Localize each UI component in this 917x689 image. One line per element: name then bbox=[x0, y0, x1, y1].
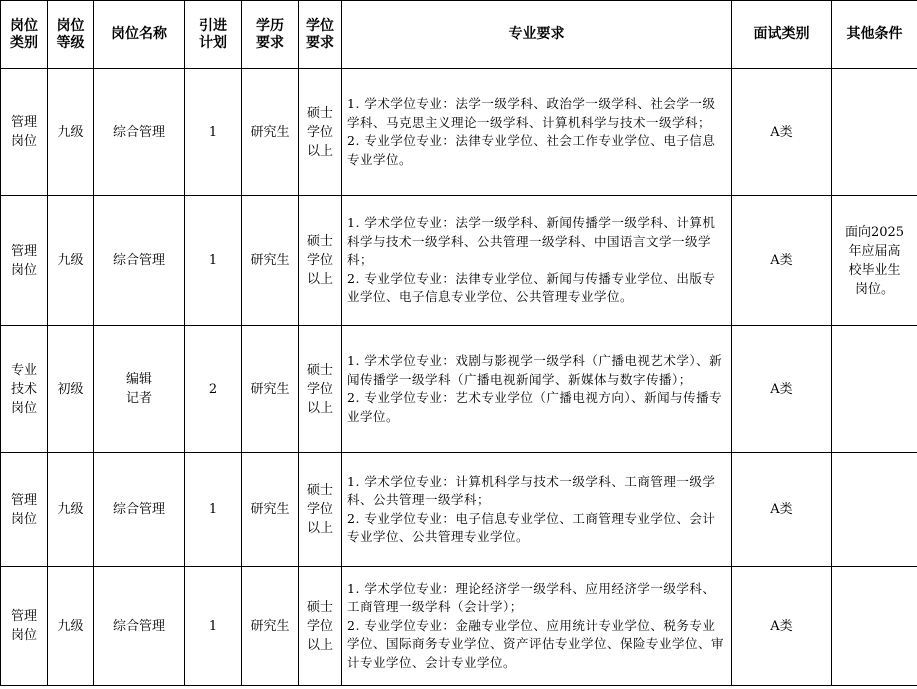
cell-category: 管理 岗位 bbox=[1, 453, 48, 567]
cell-other: 面向2025 年应届高 校毕业生 岗位。 bbox=[832, 196, 917, 326]
cell-grade: 九级 bbox=[48, 196, 94, 326]
table-row bbox=[1, 453, 917, 567]
table-row bbox=[1, 196, 917, 326]
cell-other bbox=[832, 567, 917, 686]
cell-name: 综合管理 bbox=[94, 567, 185, 686]
cell-major: 1. 学术学位专业：戏剧与影视学一级学科（广播电视艺术学）、新闻传播学一级学科（广播电视新闻学、新媒体与数字传播）； 2. 专业学位专业：艺术专业学位（广播电视方向）、新闻与传播专业学位。 bbox=[342, 326, 732, 453]
cell-grade: 初级 bbox=[48, 326, 94, 453]
cell-category: 专业 技术 岗位 bbox=[1, 326, 48, 453]
cell-count: 1 bbox=[185, 567, 242, 686]
header-count: 引进 计划 bbox=[185, 1, 242, 69]
header-name: 岗位名称 bbox=[94, 1, 185, 69]
cell-major: 1. 学术学位专业：法学一级学科、新闻传播学一级学科、计算机科学与技术一级学科、公共管理一级学科、中国语言文学一级学科； 2. 专业学位专业：法律专业学位、新闻与传播专业学位、出版专业学位、电子信息专业学位、公共管理专业学位。 bbox=[342, 196, 732, 326]
header-education: 学历 要求 bbox=[242, 1, 299, 69]
cell-interview: A类 bbox=[732, 567, 832, 686]
cell-major: 1. 学术学位专业：法学一级学科、政治学一级学科、社会学一级学科、马克思主义理论一级学科、计算机科学与技术一级学科； 2. 专业学位专业：法律专业学位、社会工作专业学位、电子信息专业学位。 bbox=[342, 69, 732, 196]
cell-category: 管理 岗位 bbox=[1, 567, 48, 686]
cell-interview: A类 bbox=[732, 69, 832, 196]
cell-grade: 九级 bbox=[48, 567, 94, 686]
cell-count: 1 bbox=[185, 69, 242, 196]
cell-other bbox=[832, 69, 917, 196]
cell-degree: 硕士 学位 以上 bbox=[299, 69, 342, 196]
cell-degree: 硕士 学位 以上 bbox=[299, 567, 342, 686]
cell-category: 管理 岗位 bbox=[1, 69, 48, 196]
cell-education: 研究生 bbox=[242, 69, 299, 196]
table-row bbox=[1, 326, 917, 453]
cell-interview: A类 bbox=[732, 453, 832, 567]
cell-name: 综合管理 bbox=[94, 196, 185, 326]
cell-major: 1. 学术学位专业：理论经济学一级学科、应用经济学一级学科、工商管理一级学科（会计学）； 2. 专业学位专业：金融专业学位、应用统计专业学位、税务专业学位、国际商务专业学位、资产评估专业学位、保险专业学位、审计专业学位、会计专业学位。 bbox=[342, 567, 732, 686]
cell-grade: 九级 bbox=[48, 69, 94, 196]
cell-name: 综合管理 bbox=[94, 69, 185, 196]
header-degree: 学位 要求 bbox=[299, 1, 342, 69]
cell-other bbox=[832, 453, 917, 567]
cell-degree: 硕士 学位 以上 bbox=[299, 453, 342, 567]
cell-count: 2 bbox=[185, 326, 242, 453]
header-category: 岗位 类别 bbox=[1, 1, 48, 69]
cell-count: 1 bbox=[185, 196, 242, 326]
cell-degree: 硕士 学位 以上 bbox=[299, 196, 342, 326]
header-major: 专业要求 bbox=[342, 1, 732, 69]
table-row bbox=[1, 69, 917, 196]
cell-name: 综合管理 bbox=[94, 453, 185, 567]
header-row bbox=[1, 1, 917, 69]
header-other: 其他条件 bbox=[832, 1, 917, 69]
header-grade: 岗位 等级 bbox=[48, 1, 94, 69]
cell-education: 研究生 bbox=[242, 326, 299, 453]
cell-major: 1. 学术学位专业：计算机科学与技术一级学科、工商管理一级学科、公共管理一级学科； 2. 专业学位专业：电子信息专业学位、工商管理专业学位、会计专业学位、公共管理专业学位。 bbox=[342, 453, 732, 567]
cell-education: 研究生 bbox=[242, 567, 299, 686]
cell-other bbox=[832, 326, 917, 453]
cell-education: 研究生 bbox=[242, 196, 299, 326]
cell-category: 管理 岗位 bbox=[1, 196, 48, 326]
cell-interview: A类 bbox=[732, 196, 832, 326]
cell-name: 编辑 记者 bbox=[94, 326, 185, 453]
cell-count: 1 bbox=[185, 453, 242, 567]
table-row bbox=[1, 567, 917, 686]
cell-degree: 硕士 学位 以上 bbox=[299, 326, 342, 453]
cell-education: 研究生 bbox=[242, 453, 299, 567]
header-interview: 面试类别 bbox=[732, 1, 832, 69]
cell-grade: 九级 bbox=[48, 453, 94, 567]
cell-interview: A类 bbox=[732, 326, 832, 453]
